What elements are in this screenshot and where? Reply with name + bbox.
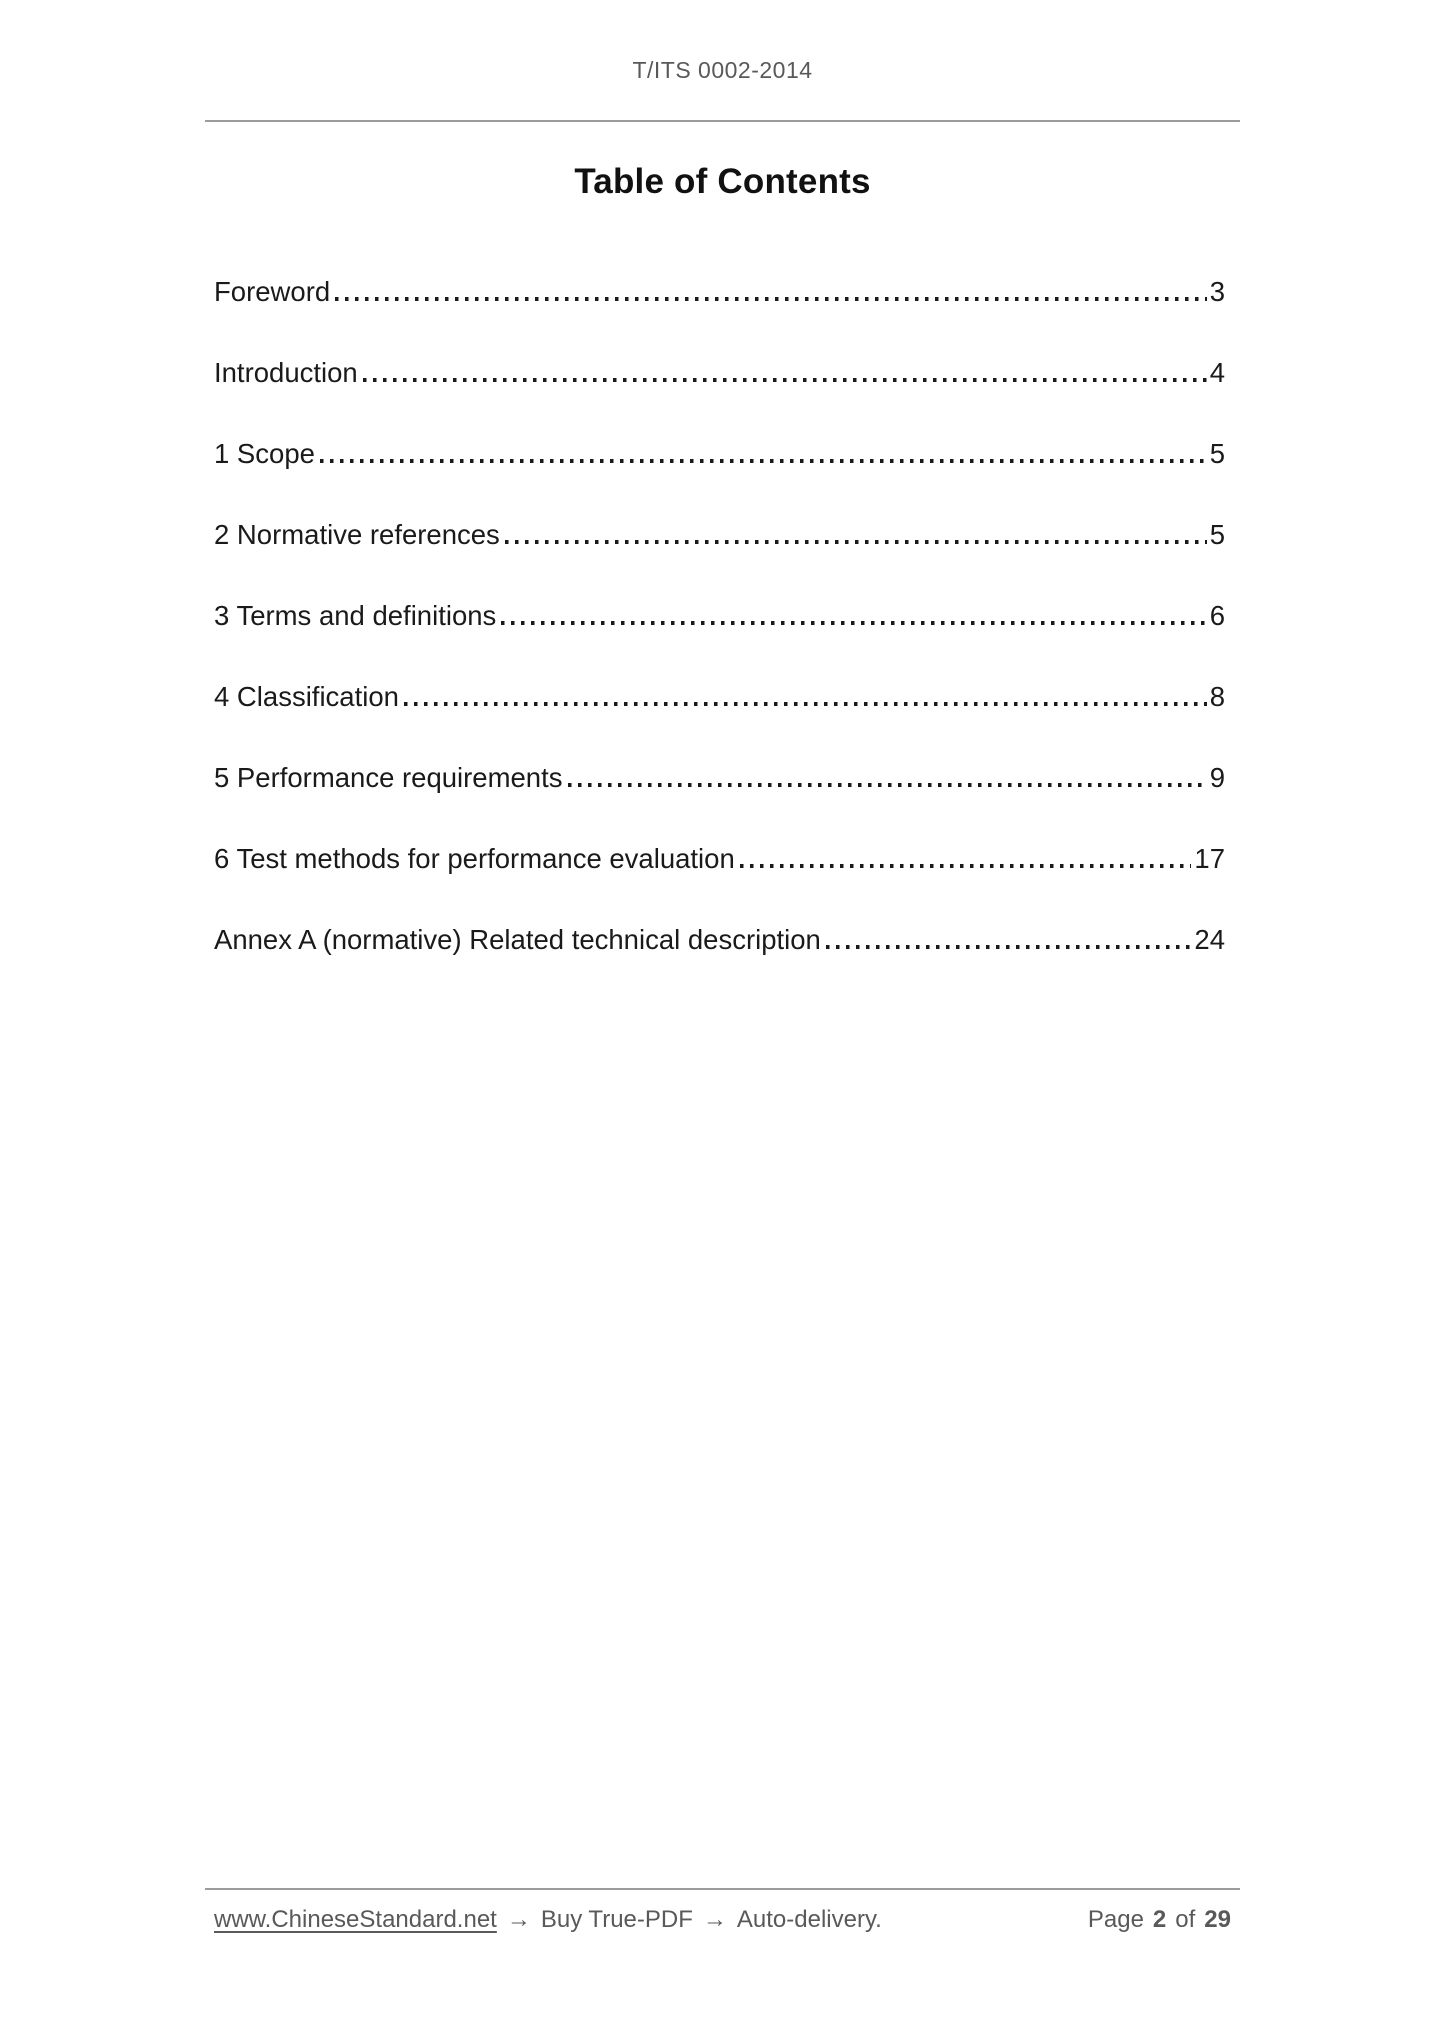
footer-divider: [205, 1888, 1240, 1890]
toc-entry-label: Annex A (normative) Related technical description: [214, 924, 821, 955]
toc-entry: [214, 681, 1225, 713]
toc-page-number: 6: [1209, 600, 1225, 631]
toc-page-number: 17: [1194, 843, 1225, 874]
arrow-icon: →: [702, 1906, 727, 1933]
toc-page-number: 5: [1209, 438, 1225, 469]
dot-leader: [501, 621, 1206, 625]
website-link[interactable]: www.ChineseStandard.net: [214, 1906, 497, 1933]
page-footer: [0, 1888, 1445, 1934]
page-label: Page: [1087, 1906, 1144, 1933]
total-page-number: 29: [1204, 1906, 1231, 1933]
page-title: Table of Contents: [574, 162, 871, 201]
toc-page-number: 24: [1194, 924, 1225, 955]
buy-pdf-text: Buy True-PDF: [540, 1906, 693, 1933]
toc-entry-label: 1 Scope: [214, 438, 315, 469]
toc-page-number: 3: [1209, 276, 1225, 307]
toc-entry-label: 5 Performance requirements: [214, 762, 563, 793]
toc-entry-label: 4 Classification: [214, 681, 399, 712]
toc-entry-label: Introduction: [214, 357, 358, 388]
dot-leader: [404, 702, 1207, 706]
toc-entry: [214, 276, 1225, 308]
toc-entry: [214, 762, 1225, 794]
dot-leader: [505, 540, 1207, 544]
toc-entry: [214, 357, 1225, 389]
toc-page-number: 8: [1209, 681, 1225, 712]
toc-entry: [214, 519, 1225, 551]
footer-promo: [214, 1906, 882, 1934]
toc-entry-label: 6 Test methods for performance evaluation: [214, 843, 735, 874]
dot-leader: [826, 945, 1192, 949]
dot-leader: [363, 378, 1207, 382]
toc-entry: [214, 600, 1225, 632]
footer-content: [214, 1906, 1231, 1934]
dot-leader: [740, 864, 1192, 868]
toc-entry-label: Foreword: [214, 276, 331, 307]
dot-leader: [568, 783, 1207, 787]
dot-leader: [335, 297, 1207, 301]
arrow-icon: →: [506, 1906, 531, 1933]
toc-entry-label: 2 Normative references: [214, 519, 500, 550]
auto-delivery-text: Auto-delivery.: [736, 1906, 882, 1933]
dot-leader: [320, 459, 1207, 463]
toc-entry-label: 3 Terms and definitions: [214, 600, 497, 631]
toc-entry: [214, 843, 1225, 875]
toc-entry: [214, 438, 1225, 470]
toc-page-number: 5: [1209, 519, 1225, 550]
header-divider: [205, 120, 1240, 122]
of-label: of: [1175, 1906, 1196, 1933]
document-number-header: T/ITS 0002-2014: [632, 57, 813, 83]
toc-page-number: 9: [1209, 762, 1225, 793]
table-of-contents: [214, 276, 1225, 956]
current-page-number: 2: [1152, 1906, 1167, 1933]
toc-entry: [214, 924, 1225, 956]
page-indicator: [1088, 1906, 1231, 1934]
toc-page-number: 4: [1209, 357, 1225, 388]
